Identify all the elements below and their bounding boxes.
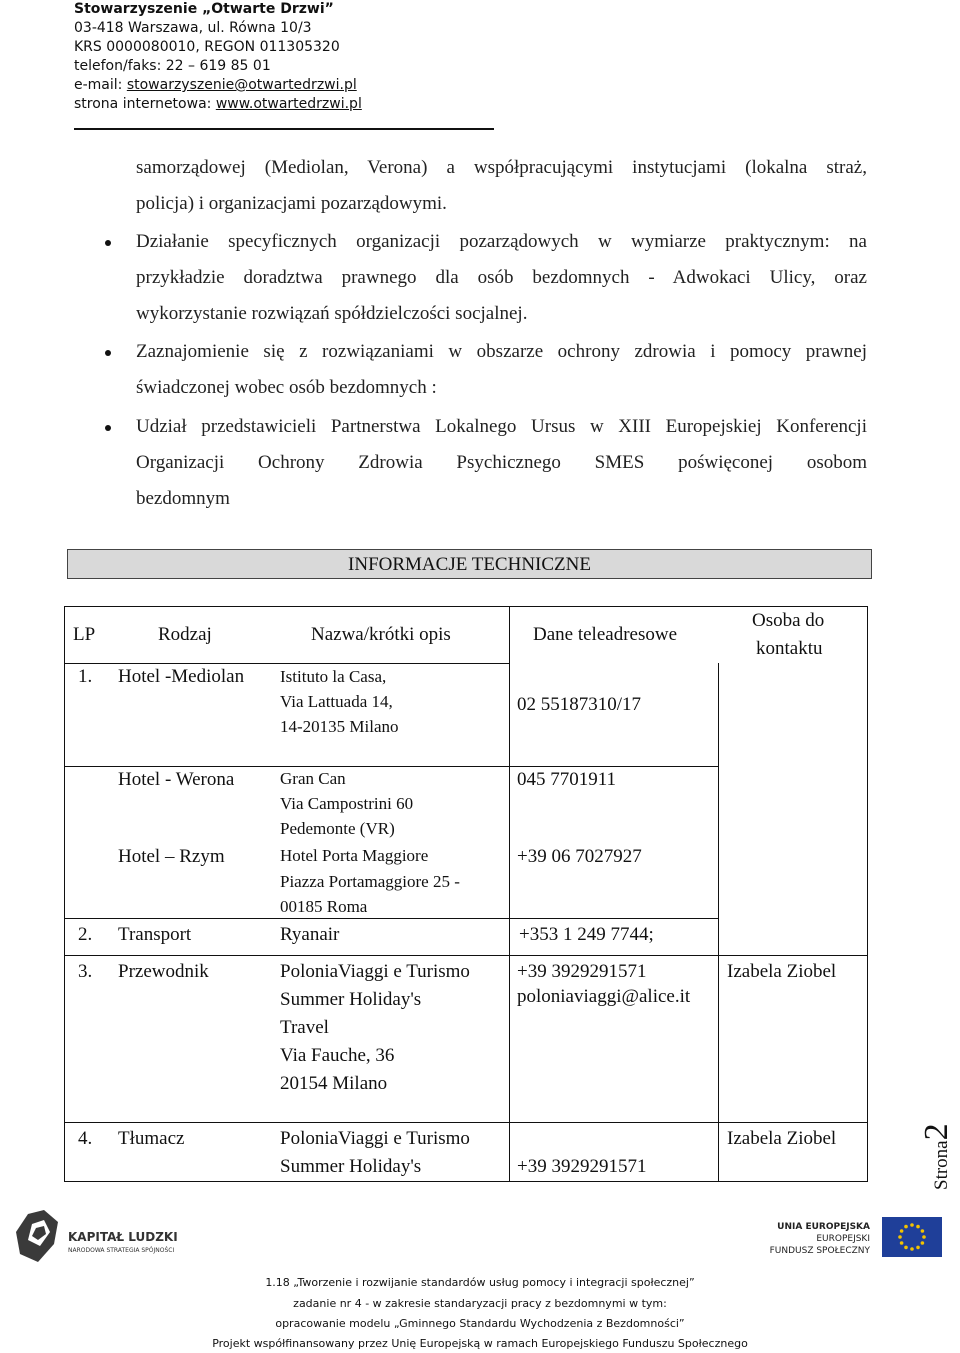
footer-line: zadanie nr 4 - w zakresie standaryzacji pracy z bezdomnymi w tym: bbox=[293, 1297, 667, 1310]
row-name: Ryanair bbox=[280, 924, 340, 945]
row-name: Via Campostrini 60 bbox=[280, 794, 414, 813]
bullet-icon bbox=[105, 425, 111, 431]
row-type: Hotel – Rzym bbox=[118, 846, 225, 867]
col-header-name: Nazwa/krótki opis bbox=[311, 624, 451, 645]
row-lp: 4. bbox=[78, 1128, 93, 1149]
row-type: Hotel - Werona bbox=[118, 769, 235, 790]
table-border bbox=[718, 663, 719, 1182]
row-name: 20154 Milano bbox=[280, 1073, 388, 1094]
table-border bbox=[64, 1122, 868, 1123]
col-header-type: Rodzaj bbox=[158, 624, 212, 645]
page-number-value: 2 bbox=[918, 1123, 955, 1141]
table-border bbox=[64, 1181, 868, 1182]
eu-fund-line: EUROPEJSKI bbox=[816, 1234, 870, 1244]
row-contact: 045 7701911 bbox=[517, 769, 617, 790]
row-name: 00185 Roma bbox=[280, 897, 368, 916]
org-web-line: strona internetowa: www.otwartedrzwi.pl bbox=[74, 96, 362, 112]
row-type: Przewodnik bbox=[118, 961, 209, 982]
bullet-text: wykorzystanie rozwiązań spółdzielczości socjalnej. bbox=[136, 303, 528, 324]
footer-line: 1.18 „Tworzenie i rozwijanie standardów usług pomocy i integracji społecznej” bbox=[265, 1276, 695, 1289]
bullet-text: Organizacji Ochrony Zdrowia Psychicznego SMES poświęconej osobom bbox=[136, 452, 867, 473]
table-border bbox=[64, 955, 868, 956]
row-name: Hotel Porta Maggiore bbox=[280, 846, 429, 865]
eu-logo bbox=[770, 1215, 950, 1265]
footer-line: Projekt współfinansowany przez Unię Europejską w ramach Europejskiego Funduszu Społecznego bbox=[212, 1337, 748, 1350]
row-contact: +39 3929291571 bbox=[517, 961, 647, 982]
bullet-icon bbox=[105, 350, 111, 356]
row-name: Istituto la Casa, bbox=[280, 667, 387, 686]
col-header-contact: Dane teleadresowe bbox=[533, 624, 678, 645]
paragraph-line: samorządowej (Mediolan, Verona) a współpracującymi instytucjami (lokalna straż, bbox=[136, 157, 867, 178]
row-contact-email[interactable]: poloniaviaggi@alice.it bbox=[517, 986, 691, 1007]
table-border bbox=[64, 918, 719, 919]
kl-title: KAPITAŁ LUDZKI bbox=[68, 1230, 178, 1244]
table-border bbox=[64, 663, 509, 664]
row-contact: +39 06 7027927 bbox=[517, 846, 642, 867]
table-border bbox=[867, 606, 868, 1182]
col-header-person: Osoba do bbox=[752, 610, 825, 631]
org-email-line: e-mail: stowarzyszenie@otwartedrzwi.pl bbox=[74, 77, 357, 93]
org-name: Stowarzyszenie „Otwarte Drzwi” bbox=[74, 1, 334, 17]
row-name: Gran Can bbox=[280, 769, 346, 788]
row-name: PoloniaViaggi e Turismo bbox=[280, 1128, 470, 1149]
eu-title: UNIA EUROPEJSKA bbox=[777, 1222, 870, 1232]
table-border bbox=[509, 606, 510, 1182]
row-lp: 1. bbox=[78, 666, 93, 687]
row-name: Summer Holiday's bbox=[280, 1156, 422, 1177]
eu-fund-line: FUNDUSZ SPOŁECZNY bbox=[769, 1246, 870, 1256]
col-header-person: kontaktu bbox=[756, 638, 823, 659]
email-link[interactable]: stowarzyszenie@otwartedrzwi.pl bbox=[126, 77, 357, 93]
row-name: Pedemonte (VR) bbox=[280, 819, 395, 838]
org-registry: KRS 0000080010, REGON 011305320 bbox=[74, 39, 340, 55]
bullet-text: bezdomnym bbox=[136, 488, 230, 509]
col-header-lp: LP bbox=[73, 624, 96, 645]
bullet-icon bbox=[105, 240, 111, 246]
row-contact: 02 55187310/17 bbox=[517, 694, 642, 715]
row-name: Via Lattuada 14, bbox=[280, 692, 393, 711]
row-type: Transport bbox=[118, 924, 192, 945]
website-link[interactable]: www.otwartedrzwi.pl bbox=[215, 96, 362, 112]
row-contact: +353 1 249 7744; bbox=[519, 924, 654, 945]
section-title-bar: INFORMACJE TECHNICZNE bbox=[67, 549, 872, 579]
row-name: Via Fauche, 36 bbox=[280, 1045, 395, 1066]
row-name: Piazza Portamaggiore 25 - bbox=[280, 872, 460, 891]
kapital-ludzki-emblem-icon bbox=[14, 1210, 64, 1266]
row-name: Travel bbox=[280, 1017, 329, 1038]
kapital-ludzki-logo bbox=[14, 1210, 184, 1270]
org-address: 03-418 Warszawa, ul. Równa 10/3 bbox=[74, 20, 312, 36]
bullet-text: Działanie specyficznych organizacji pozarządowych w wymiarze praktycznym: na bbox=[136, 231, 867, 252]
row-person: Izabela Ziobel bbox=[727, 961, 837, 982]
table-border bbox=[64, 606, 65, 1182]
row-type: Hotel -Mediolan bbox=[118, 666, 245, 687]
org-phone: telefon/faks: 22 – 619 85 01 bbox=[74, 58, 271, 74]
row-lp: 2. bbox=[78, 924, 93, 945]
row-type: Tłumacz bbox=[118, 1128, 185, 1149]
bullet-text: Zaznajomienie się z rozwiązaniami w obszarze ochrony zdrowia i pomocy prawnej bbox=[136, 341, 867, 362]
row-person: Izabela Ziobel bbox=[727, 1128, 837, 1149]
eu-flag-icon bbox=[882, 1217, 942, 1257]
footer-line: opracowanie modelu „Gminnego Standardu Wychodzenia z Bezdomności” bbox=[275, 1317, 685, 1330]
header-divider bbox=[74, 128, 494, 130]
row-contact: +39 3929291571 bbox=[517, 1156, 647, 1177]
page-label: Strona bbox=[931, 1140, 952, 1190]
row-lp: 3. bbox=[78, 961, 93, 982]
paragraph-line: policja) i organizacjami pozarządowymi. bbox=[136, 193, 447, 214]
row-name: 14-20135 Milano bbox=[280, 717, 399, 736]
table-border bbox=[64, 606, 868, 607]
table-border bbox=[64, 766, 719, 767]
bullet-text: świadczonej wobec osób bezdomnych : bbox=[136, 377, 437, 398]
page-number bbox=[918, 1100, 955, 1190]
bullet-text: Udział przedstawicieli Partnerstwa Lokalnego Ursus w XIII Europejskiej Konferencji bbox=[136, 416, 867, 437]
row-name: Summer Holiday's bbox=[280, 989, 422, 1010]
kl-subtitle: NARODOWA STRATEGIA SPÓJNOŚCI bbox=[68, 1247, 175, 1254]
row-name: PoloniaViaggi e Turismo bbox=[280, 961, 470, 982]
bullet-text: przykładzie doradztwa prawnego dla osób bezdomnych - Adwokaci Ulicy, oraz bbox=[136, 267, 867, 288]
letterhead bbox=[74, 0, 362, 114]
